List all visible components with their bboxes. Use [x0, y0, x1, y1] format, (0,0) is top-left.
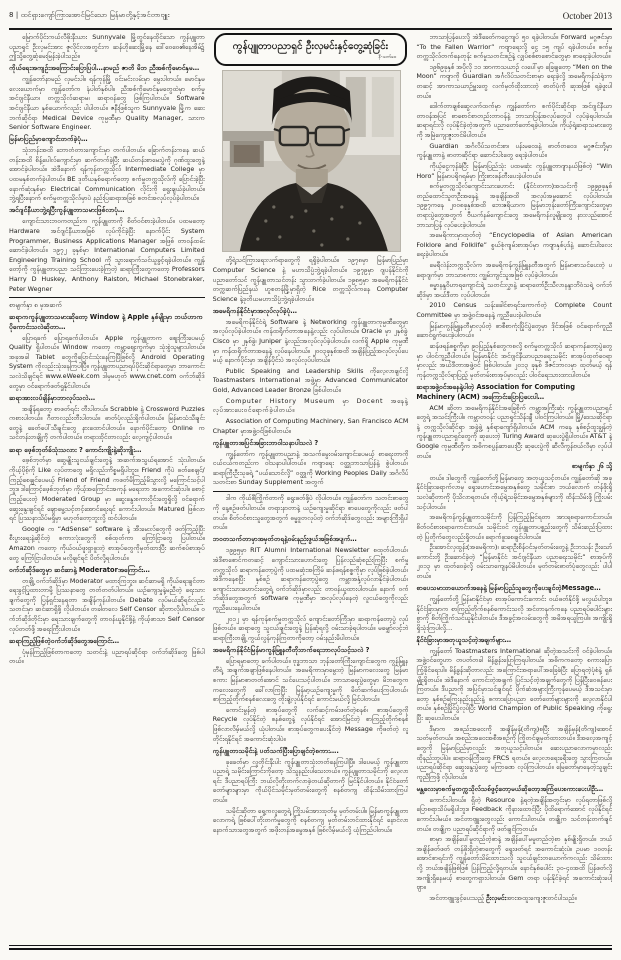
article-title: ကွန်ပျူတာပညာရှင် ဦးလှမင်းနှင့်တွေ့ဆုံခြင်း — [232, 41, 389, 52]
paragraph: 2010 Census သန်းခေါင်စာရင်းကောက်တဲ့ Complete Count Committee မှာ အဖွဲ့ဝင်အနေနဲ့ ကူညီပေးခဲ့ပါတယ်။ — [416, 301, 612, 320]
section-heading: ဆရာ ဖေ့စ်ဘုတ်ခ်သုံးသလား ? ကောင်းကျိုးနဲ့ဆိုးကျိုး… — [9, 445, 142, 454]
paragraph: ကိုယ့်ငွေကုန်ခံပြီး မြန်မာပြည်သုံး ပထမဆုံး ကွန်ပျူတာဂျာနယ်ဖြစ်တဲ့ “Win Horo” မြန်မာပရိုဂရမ်မှာ ကြိုးစားဖန်တီးပေးခဲ့ပါတယ်။ — [416, 161, 612, 180]
footer-rule — [9, 945, 612, 950]
interviewee-name: ဦးလှမင်း — [486, 893, 506, 902]
paragraph: ကျွန်တော်တို့ မြန်မာနိုင်ငံမှာ စာအုပ်ကောင်းကောင်း ဝယ်ဖတ်နိုင်ဖို့ မလွယ်ပါဘူး။ နိုင်ငံခြားမှာက စာကြည့်တိုက်စနစ်ကောင်းသလို အင်တာနက်ကနေ ပညာရပ်ပေါင်းများစွာကို စိတ်ကြိုက်သင်ယူနိုင်ပါတယ်။ ဒီအခွင့်အလမ်းတွေကို အမိအရယူကြပါ။ အကျိုးရှိရှိသုံးကြပါလို့… — [416, 594, 612, 632]
paragraph: ကျွန်တော် Toastmasters International ဆိုတဲ့အသင်းကို ဝင်ခဲ့ပါတယ်။ အဖွဲ့ဝင်တွေဟာ တပတ်တခါ မိန့်ခွန်းပြောကြရပါတယ်။ အဓိကကတော့ စကားပြောကြံ့ခိုင်ရေးပါ။ မိန့်ခွန်းဆိုတာလည်း အကြောင်းအရာပေါ်အခြေခံပြီး ပြောရတဲ့ပုံစံနဲ့ ရှစ်မျိုးရှိတယ်။ အဲဒီနောက် ကောင်းတဲ့အချက် ပြင်သင့်တဲ့အချက်တွေကို ပြန်ပြီးဝေဖန်ပေးကြတယ်။ ဒီပညာကို အပြင်မှာသင်ချင်ရင် ပိုက်ဆံအများကြီးကုန်ပေမယ့် ဒီအသင်းမှာတော့ နှစ်စဉ်ကြေးနည်းနည်းနဲ့ စကားပြောပညာ တော်တော်များများကို လေ့လာနိုင်ပါတယ်။ နှစ်စဉ်ပြိုင်ပွဲလုပ်ပြီး World Champion of Public Speaking ကိုရွေးပြီး ဆုပေးပါတယ်။ — [416, 646, 612, 723]
page-header — [9, 11, 612, 21]
portrait-photo-graphic — [223, 71, 401, 251]
section-heading: ဝက်ဘ်ဆိုဒ်တွေမှာ ဆင်ဆာနဲ့ Moderatorအကြောင်း… — [9, 565, 150, 574]
paragraph: ပုံမှန်ကြည့်ဖြစ်တာကတော့ သတင်းနဲ့ ပညာရပ်ဆိုင်ရာ ဝက်ဘ်ဆိုဒ်တွေ ဖြစ်ပါတယ်။ — [9, 647, 205, 666]
article-title-box — [214, 33, 408, 66]
middle-column-text — [213, 256, 409, 835]
section-heading: ကွန်ပျူတာသမိုင်းနဲ့ ပတ်သက်ပြီးပြောချင်တဲ့စကား…. — [212, 746, 339, 755]
paragraph: တချို့ ဝက်ဘ်ဆိုဒ်မှာ Moderator မထားကြဘူး။ ဆင်ဆာမရှိ ကိုယ်ရေးချင်တာ ရေးခွင့်ပြုထားတာမို့ ပြဿနာတွေ တတ်တတ်ပါတယ်။ ယဉ်ကျေးမှုနဲ့မညီတဲ့ ရေးသားချက်တွေကို ပြန်ရှင်းနေရတာ အချိန်ကုန်ပါတယ်။ Debate လုပ်မယ်ဆိုရင်လည်း သတင်းမှာ ဆင်ဆာရှိဖို့ လိုပါတယ်။ တခါတလေ Self Censor ဆိုတာလိုပါတယ်။ ဝက်ဘ်ဆိုဒ်တိုင်းမှာ ရေးသားချက်တွေကို တာဝန်ယူနိုင်ဖို့နဲ့ ကိုယ့်ဖာသာ Self Censor လုပ်တတ်ဖို့ အရေးကြီးပါတယ်။ — [9, 576, 205, 633]
section-heading: အမေရိကန်နိုင်ငံမှာအလုပ်လုပ်ခဲ့ပုံ… — [212, 306, 297, 315]
paragraph: မြောက်ပိုင်းကယ်လီဖိုးနီးယား Sunnyvale မြို့တွင်နေထိုင်သော ကွန်ပျူတာပညာရှင် ဦးလှမင်းအား ဇူလိုင်လအတွင်းက ဆန်ဟိုဆေးမြို့နေ ဒေါ်ဝေဝေ၏နေအိမ်၌ ဤသို့တွေ့ဆုံမေးမြန်းခဲ့ပါသည်။ — [9, 33, 205, 61]
paragraph: အမေရိကားမှာထုတ်တဲ့ “Encyclopedia of Asian American Folklore and Folklife” စွယ်စုံကျမ်းစာအုပ်မှာ ကဗျာနှစ်ပုဒ်နဲ့ ဆောင်းပါးလေး ရေးခဲ့ပါတယ်။ — [416, 231, 612, 259]
paragraph: ဓမ္မာနန္ဒဝိဟာရကျောင်းရဲ့ သတင်းလွှာနဲ့ ဆရာတော်ဦးသီလာနန္ဒာဘိဝံသရဲ့ ဝက်ဘ်ဆိုဒ်မှာ အယ်ဒီတာ လုပ်ပါတယ်။ — [416, 281, 612, 299]
paragraph: Association of Computing Machinery, San Francisco ACM Chapter မှာအဖွဲ့ဝင်ဖြစ်ပါတယ်။ — [212, 416, 409, 435]
paragraph: ဆန်ဖရန်စစ္စကိုမှာ ၉၀ပြည့်နှစ်တွေကစလို့ စက်မှုတက္ကသိုလ် ဆရာကန်တော့ပွဲတွေမှာ ပါဝင်ကူညီပါတယ်။ မြန်မာနိုင်ငံ အင်ဂျင်နီယာပညာရေးသမိုင်း စာအုပ်ထုတ်ဝေရာမှာလည်း အယ်ဒီတာအဖွဲ့ဝင် ဖြစ်ပါတယ်။ ၂၀၁၃ ခုနှစ် ဒီဇင်ဘာလမှာ ထုတ်မယ့် ရန်ကုန်တက္ကသိုလ်ရာပြည့် မှတ်တမ်းစာအုပ်မှာလည်း ပါဝင်ရေးသားထားပါတယ်။ — [416, 341, 612, 379]
paragraph: ပြောရခက် ပြောရခက်ပါတယ်။ Apple ကွန်ပျူတာက ဈေးကြီးပေမယ့် Quality ရှိပါတယ်။ Window ကတော့ ကမ္ဘာ့ဈေးကွက်မှာ သုံးစွဲသူများပါတယ်။ အခုအခါ Tablet တွေကိုပြောင်းသုံးနေကြပြီဖြစ်လို့ Android Operating System ကိုလည်းသုံးနေကြပါပြီ။ ကွန်ပျူတာပညာရပ်ပိုင်းဆိုင်ရာတွေမှာ ဘာကောင်းသလဲသိချင်ရင် www.eWeek.com ဒါမှမဟုတ် www.cnet.com ဝက်ဘ်ဆိုဒ်တွေမှာ ဝင်ရောက်ဖတ်ရှုနိုင်ပါတယ်။ — [9, 333, 205, 390]
paragraph: ကျောင်းသားဘဝကတည်းက ကွန်ပျူတာကို စိတ်ဝင်စားခဲ့ပါတယ်။ ပထမတော့ Hardware အင်ဂျင်နီယာအဖြစ် လုပ်ကိုင်ခဲ့ပြီး နောက်ပိုင်း System Programmer, Business Applications Manager အဖြစ် တာဝန်ထမ်းဆောင်ခဲ့ပါတယ်။ ၁၉၇၂ ခုနှစ်မှာ International Computers Limited Engineering Training School ကို သွားရောက်သင်ယူခွင့်ရခဲ့ပါတယ်။ ကျွန်တော့်ကို ကွန်ပျူတာပညာ သင်ကြားပေးခဲ့ကြတဲ့ ဆရာကြီးတွေကတော့ Professors Harry D Huskey, Anthony Ralston, Michael Stonebraker, Peter Wegner — [9, 217, 205, 293]
header-section-title: 8 | ထင်ရှားကျော်ကြားအောင်မြင်သော မြန်မာတို့နှင့်အင်တာဗျူး — [9, 11, 170, 19]
section-heading: အင်ဂျင်နီယာဘွဲ့ရပြီးကွန်ပျူတာသမားဖြစ်လာပုံ… — [9, 206, 125, 215]
section-heading: ဆရာကကွန်ပျူတာသမားဆိုတော့ Window နဲ့ Apple နှစ်မျိုးမှာ ဘယ်ဟာကပိုကောင်းသလဲဆိုတာ… — [9, 312, 203, 331]
section-heading: ဆရာအားလပ်ချိန်မှာဘာလုပ်သလဲ… — [9, 393, 96, 402]
paragraph: သမိုင်းဆိုတာ ရှေ့ကလူတွေရဲ့ ကြိုးပမ်းအားထုတ်မှု မှတ်တမ်းပါ။ မြန်မာကွန်ပျူတာလောကရဲ့ ဖြစ်ပေါ်တိုးတက်မှုတွေကို စနစ်တကျ မှတ်တမ်းတင်ထားနိုင်ရင် နောင်လာနောက်သားတွေအတွက် အဖိုးတန်အမွေအနှစ် ဖြစ်လိမ့်မယ်လို့ ယုံကြည်ပါတယ်။ — [212, 806, 409, 834]
section-divider — [213, 491, 409, 492]
section-heading: ဆရာကြည့်ဖြစ်တဲ့ဝက်ဘ်ဆိုဒ်တွေအကြောင်း… — [9, 636, 120, 645]
paragraph: ၁၉၉၅မှာ RIT Alumni International Newsletter စထုတ်ပါတယ်။ အဲဒီစာစောင်ကတဆင့် ကျောင်းသားဟောင်းတွေ ပြန်လည်ဆုံစည်းကြပြီး စက်မှုတက္ကသိုလ် ဆရာကန်တော့ပွဲကို ပထမဆုံးအကြိမ် ဆန်ဖရန်စစ္စကိုမှာ လုပ်ဖြစ်ခဲ့ပါတယ်။ အဲဒီကနေစပြီး နှစ်စဉ် ဆရာကန်တော့ပွဲတွေ ကမ္ဘာအနှံ့လုပ်လာနိုင်ခဲ့ပါတယ်။ ကျောင်းသားဟောင်းတွေရဲ့ ဝက်ဘ်ဆိုဒ်မှာလည်း တာဝန်ယူထားပါတယ်။ နောက် ဝက်ဘ်ဆိုဒ်တွေအတွက် software ကုမ္ပဏီမှာ အလုပ်လုပ်နေတဲ့ လူငယ်တွေကိုလည်း ကူညီပေးနေပါတယ်။ — [212, 546, 409, 612]
continued-from-note: စာမျက်နှာ ၈ မှအဆက် — [9, 300, 62, 309]
section-heading: နိုင်ငံခြားမှာအတုယူသင့်တဲ့အချက်များ… — [416, 635, 512, 644]
paragraph: Public Speaking and Leadership Skills ကိုလေ့လာချင်လို့ Toastmasters International အဖွဲ့မှာ Advanced Communicator Gold, Advanced Leader Bronze ဖြစ်ပါတယ်။ — [212, 366, 409, 395]
middle-column — [213, 33, 409, 943]
continued-to-marker: စာမျက်နှာ ၂၆ သို့ — [571, 462, 612, 471]
paragraph: ဘာသာပြန်ပေးလို့ အဲဒီခေတ်ကငွေကျပ် ၅၀ ရခဲ့ပါတယ်။ Forward မဂ္ဂဇင်းမှာ “To the Fallen Warrior” ကဗျာရေးလို့ ငွေ ၁၅ ကျပ် ရခဲ့ပါတယ်။ စက်မှုတက္ကသိုလ်တက်နေတုန်း စက်မှုသတင်းစဉ်နဲ့ လျှပ်စစ်စာစောင်တွေမှာ စာရေးခဲ့ပါတယ်။ — [416, 33, 612, 61]
paragraph: တို့ရဲ့သင်ကြားရေးလက်ရာတွေကို ရရှိခဲ့ပါတယ်။ ၁၉၇၈မှာ မြန်မာပြည်မှာ Computer Science နဲ့ မဟာသိပ္ပံဘွဲ့ရခဲ့ပါတယ်။ ၁၉၇၉မှာ ဂျပန်နိုင်ငံကို ပညာတော်သင် ကွန်ပျူတာသင်တန်း သွားတက်ခဲ့ပါတယ်။ ၁၉၈၅မှာ အမေရိကန်နိုင်ငံ တက္ကဆက်ပြည်နယ် ဟူစတန်မြို့မှာရှိတဲ့ Rice တက္ကသိုလ်ကနေ Computer Science နဲ့ဒုတိယမဟာသိပ္ပံဘွဲ့ရခဲ့ပါတယ်။ — [212, 256, 409, 303]
paragraph: ဒီမှာက အစည်းအဝေးကို အချိန်မှန်(တိကျ)စပြီး အချိန်မှန်(တိကျ)အောင် သတ်မှတ်တယ်။ အစည်းအဝေးအစီအစဉ်ကို ကြိုတင်ချမှတ်ထားတယ်။ ဒီအလေ့အကျင့်တွေကို မြန်မာပြည်မှာလည်း အတုယူသင့်ပါတယ်။ ဆေးပညာလောကမှာလည်း ထိုနည်းတူပါပဲ။ ဆရာဝန်ကြီးတွေ FRCS ရတယ်။ လေ့လာရေးခရီးတွေ သွားကြတယ်။ ပညာရပ်ဆိုင်ရာ ဆွေးနွေးပွဲတွေ မကြာခဏ လုပ်ကြပါတယ်။ မြေတော်မှာနေတဲ့သူချင်း ကူညီကြဖို့ လိုပါတယ်။ — [416, 724, 612, 781]
header-rule — [9, 28, 612, 30]
paragraph: ဖေ့စ်ဘုတ်မှာ ဆွေမျိုးသူငယ်ချင်းတွေနဲ့ အဆက်အသွယ်ရအောင် သုံးပါတယ်။ ကိုယ့်ပိုစ့်ကို Like လုပ်တာတွေ မရှိလည်းကိစ္စမရှိပါဘူး။ Friend ကိုပဲ ဖတ်စေချင်/ကြည့်စေချင်ပေမယ့် Friend of Friend ကဖတ်မိကြည့်မိသွားလို့ မကြောင်သင့်ပါဘူး။ ဒါကြောင့်ဖေ့စ်ဘုတ်မှာ ကိုယ့်အကြောင်းအကုန် မရေးတာ အကောင်းဆုံးပါ။ စောင့်ကြည့်ပေးတဲ့ Moderated Group မှာ ဆွေးနွေးစကားဝိုင်းတွေရှိလို့ ဝင်ရောက်ဆွေးနွေးချင်ရင် ချောမွေ့သင့်တင့်အောင်ရေးရင် ကောင်းပါတယ်။ Matured ဖြစ်လာရင် ပြဿနာသိပ်မရှိမှာ မဟုတ်တော့ဘူးလို့ ထင်ပါတယ်။ — [9, 456, 205, 523]
paragraph: ၁၉၆၉ခုနှစ် အပိုလို ၁၁ အာကာသယာဉ် လပေါ်မှာ ခြေချတော့ “Men on the Moon” ကဗျာကို Guardian အင်္ဂလိပ်သတင်းစာမှာ ရေးခဲ့လို့ အမေရိကန်သံရုံးကတဆင့် အာကာသယာဉ်မှူးတွေ လက်မှတ်ထိုးထားတဲ့ ဓာတ်ပုံကို ဆုအဖြစ် ရခဲ့ဖူးပါတယ်။ — [416, 62, 612, 100]
paragraph: အမေရိကန်နိုင်ငံရဲ့ Software နဲ့ Networking ကွန်ပျူတာကုမ္ပဏီတွေမှာ အလုပ်လုပ်ခဲ့ပါတယ်။ ကန်ထရိုက်တာအနေနဲ့လည်း လုပ်ပါတယ်။ Oracle မှာ ၂နှစ်ခွဲ၊ Cisco မှာ ၂နှစ်ခွဲ၊ Juniper နဲ့လည်းအလုပ်လုပ်ခဲ့ပါတယ်။ လက်ရှိ Apple ကုမ္ပဏီမှာ ကန်ထရိုက်တာအနေနဲ့ လုပ်နေပါတယ်။ ၂၀၀၃ခုနှစ်အထိ အချိန်ပြည့်အလုပ်လုပ်ပေမယ့် နောက်ပိုင်းမှာ အချိန်ပိုင်းပဲ အလုပ်လုပ်ပါတယ်။ — [212, 317, 409, 365]
left-column — [9, 33, 205, 943]
paragraph: ဒေါက်တာချစ်ဆွေလက်ထက်မှာ ကျွန်တော်က စက်ပိုင်းဆိုင်ရာ အင်ဂျင်နီယာတာဝန်အပြင် စာစောင်စာတည်းတာဝန်နဲ့ ဘာသာပြန်အလုပ်တွေပါ လုပ်ခဲ့ရပါတယ်။ ဆရာရင်းလို လုပ်နိုင်ခဲ့တဲ့အတွက် ပညာတော်တော်ရခဲ့ပါတယ်။ ကိုယ့်ရဲ့ဆရာသမားတွေကို အမြဲကျေးဇူးတင်မိပါတယ်။ — [416, 102, 612, 140]
paragraph: ပြောရမှာတော့ ခက်ပါတယ်။ ဗုဒ္ဓဘာသာ ဘုန်းတော်ကြီးကျောင်းတွေက ကွန်မြူနတီရဲ့ အချက်အချာဖြစ်နေပါတယ်။ အမေရိကားမှာမွေးတဲ့ မြန်မာကလေးတွေ မြန်မာစကား မြန်မာစာတတ်အောင် သင်ပေးသင့်ပါတယ်။ ဘာသာရေးပွဲတွေမှာ မိဘတွေက ကလေးတွေကို ခေါ်လာကြပြီး မြန်မာ့ယဉ်ကျေးမှုကို မိတ်ဆက်ပေးကြပါတယ်။ စာကြည့်တိုက်စနစ်လေးတွေ တိုးချဲ့လုပ်နိုင်ရင် ကောင်းမယ်လို့ မြင်ပါတယ်။ — [212, 656, 409, 704]
paragraph: စာမှာ အချိန်ပေါ်မူတည်တဲ့စာနဲ့ အချိန်ပေါ်မမူတည်တဲ့စာ နှစ်မျိုးရှိတယ်။ ဘယ်အချိန်ဖတ်ဖတ် တန်ဖိုးရှိတဲ့စာတွေကို ရွေးဖတ်ရင် အကောင်းဆုံးပဲ။ ဥပမာ ၁၀တန်းအောင်စာရင်းကို ကျွန်တော်သိမ်းထားသလို သူငယ်ချင်းတယောက်ကလည်း သိမ်းထားလို့ ဘယ်အချိန်ဖြစ်ဖြစ် ပြန်ကြည့်လို့ရတယ်။ နောင်နှစ်ပေါင်း ၃၀-၄၀အထိ ပြန်ဖတ်လို့ အကျိုးရှိနေမယ့် စာတွေကရှားပါတယ်။ Gem တရာ ပန်းနိုင်ခဲ့ရင် အကောင်းဆုံးပေါ့ဗျာ။ — [416, 835, 612, 892]
article-byline: နီ-သက်ဝေ — [378, 54, 397, 60]
section-heading: ကွန်ပျူတာအပြင်အခြားဘာဝါသနာပါသလဲ ? — [212, 438, 319, 447]
page-content — [9, 33, 612, 943]
closing-credit: အင်တာဗျူးခွင့်ပေးသည့် ဦးလှမင်းအားအထူးကျေးဇူးတင်ပါသည်။ — [429, 893, 577, 902]
paragraph: ဒါက ကိုယ်စီကြိုက်တာကို ရွေးဖတ်ဖို့ပဲ လိုပါတယ်။ ကျွန်တော်က သတင်းစာတွေကို နေ့စဉ်ဖတ်ပါတယ်။ တရားနာတာနဲ့ ယဉ်ကျေးမှုဆိုင်ရာ စာပေတွေကိုလည်း ဖတ်ပါတယ်။ စိတ်ဝင်စားသူတွေအတွက် ဓမ္မဒူတလုပ်တဲ့ ဝက်ဘ်ဆိုဒ်တွေလည်း အများကြီးရှိပါတယ်။ — [212, 494, 409, 532]
section-divider — [9, 297, 205, 298]
right-column — [416, 33, 612, 943]
section-heading: မန္တလေးမှာစက်မှုတက္ကသိုလ်သစ်ဖွင့်တော့မယ်ဆိုတော့အကြံပေးစကားပေးပါဦး… — [416, 784, 604, 793]
paragraph: Guardian အင်္ဂလိပ်သတင်းစာ၊ ပန်းမဝေဒနဲ့ ဓာတ်တဝေဒ မဂ္ဂဇင်းတို့မှာ ကွန်ပျူတာနဲ့ ဓာတာဆိုင်ရာ ဆောင်းပါးတွေ ရေးခဲ့ပါတယ်။ — [416, 141, 612, 160]
paragraph: အမေရိကန်ကွန်ပျူတာသမိုင်းကို ပြန်ကြည့်မြင်ရတာ အားရစရာကောင်းတယ်။ စိတ်ဝင်စားစရာကောင်းတယ်။ သမိုင်းဝင် ကွန်ပျူတာပစ္စည်းတွေကို သိမ်းဆည်းပြထားတဲ့ ပြတိုက်တွေလည်းရှိတယ်။ ရောက်ဖူးစေချင်ပါတယ်။ — [416, 513, 612, 541]
paragraph: Computer History Museum မှာ Docent အနေနဲ့ လုပ်အားပေးဝင်ရောက်ခဲ့ပါတယ်။ — [212, 396, 409, 415]
paragraph: ဦးအောင်လှထွန်း(အမေရိကာ)၊ ဆရာဦးစိန်ဝင်းမှတ်တမ်းတွေနဲ့ ဦးဘသန်း ဦးသော်ကောင်းတို့ ဦးဆောင်ခဲ့တဲ့ “မြန်မာနိုင်ငံ အင်ဂျင်နီယာ ပညာရေးသမိုင်း” စာအုပ်ကို ၂၀၁၃ မှာ ထုတ်ဝေခဲ့လို့ ဝမ်းသာကျေနပ်မိပါတယ်။ မှတ်တမ်းဓာတ်ပုံတွေလည်း ပါပါတယ်။ — [416, 543, 612, 580]
section-heading: ဘဝတသက်တာမှာအမှတ်တရနဲ့ဝမ်းနည်းဖွယ်အဖြစ်အပျက်… — [212, 535, 357, 544]
section-heading: ကိုယ်ရေးအကျဉ်းအကြောင်းပြောပြပါ…နာမည် ဇာတိ မိဘ ညီအစ်ကိုမောင်နှမ… — [9, 64, 200, 73]
paragraph: ကောင်းပါတယ်။ ရှိတဲ့ Resource နဲ့ရတဲ့အချိန်အတွင်းမှာ လုပ်ရတာဖြစ်လို့ ပြောစရာသိပ်မရှိပါဘူး။ Feedback ကိုနားထောင်ပြီး ပိုထိရောက်အောင် လုပ်နိုင်ရင် ကောင်းပါမယ်။ အင်တာဗျူးတွေလည်း ကောင်းပါတယ်။ တချို့က သင်တန်းတက်ချင်တယ်။ တချို့က ပညာရပ်ဆိုင်ရာကို ဖတ်ချင်ကြတယ်။ — [416, 795, 612, 833]
paragraph: မြန်မာကွန်မြူနတီမှာလုပ်တဲ့ စာစီစာကုံးပြိုင်ပွဲတွေမှာ ဒိုင်အဖြစ် ဝင်ရောက်ကူညီ ဆောင်ရွက်ပေးခဲ့ပါတယ်။ — [416, 321, 612, 340]
section-heading: စာပေသမားတယောက်အနေနဲ့ မြန်မာပြည်သူတွေကိုပေးချင်တဲ့Message… — [416, 584, 601, 593]
paragraph: မေရီလဲန်းတက္ကသိုလ်က အမေရိကန်ကွန်မြူနတီအတွက် မြန်မာစာသင်ပေးတဲ့ ပရောဂျက်မှာ ဘာသာစကား ကျွမ်းကျင်သူအဖြစ် လုပ်ခဲ့ပါတယ်။ — [416, 261, 612, 279]
paragraph: ကျွန်တော်က ကွန်ပျူတာပညာနဲ့ အသက်မွေးဝမ်းကျောင်းပေမယ့် စာရေးတာကို ငယ်ငယ်ကတည်းက ဝါသနာပါပါတယ်။ ကဗျာရေး ဝတ္ထုဘာသာပြန်နဲ့ စွဲပါတယ်။ ဆရာကြီးဦးသုခရဲ့ “ပယ်သောင်လို့” ဝတ္ထုကို Working Peoples Daily အင်္ဂလိပ်သတင်းစာ Sunday Supplement အတွက် — [212, 449, 409, 487]
paragraph: တယ်။ ဒါတွေကို ကျွန်တော်တို့မြန်မာတွေ အတုယူသင့်တယ်။ ကျွန်တော်ဆို အခု နိုင်ငံခြားရောက်လာမှ ရှေးဟောင်းအမွေအနှစ်တွေ သမိုင်းစာ ဘယ်လောက် တန်ဖိုးရှိသလဲဆိုတာကို ပိုသိလာရတယ်။ ကိုယ့်ရဲ့သမိုင်းအမွေအနှစ်များကို ထိန်းသိမ်းဖို့ ကြိုးပမ်းသင့်ပါတယ်။ — [416, 473, 612, 511]
header-issue-date: October 2013 — [562, 11, 612, 21]
section-heading: အမေရိကန်နိုင်ငံမြန်မာကွန်မြူနတီတိုးတက်ရေးဘာလုပ်သင့်သလဲ ? — [212, 645, 370, 654]
paragraph: ၂၀၁၂ မှာ ရန်ကုန်စက်မှုတက္ကသိုလ် ကျောင်းတော်ကြီးမှာ ဆရာကန်တော့ပွဲ လုပ်ဖြစ်တယ်။ ဆရာတွေ သူငယ်ချင်းတွေနဲ့ ပြန်ဆုံရလို့ ဝမ်းသာခဲ့ရပါတယ်။ မမျှော်လင့်ဘဲ ဆရာကြီးတချို့ ကွယ်လွန်ကုန်ကြတာကိုတော့ ဝမ်းနည်းမိပါတယ်။ — [212, 614, 409, 642]
paragraph: အချိန်ရတော့ စာဖတ်ရင်း တီးပါတယ်။ Scrabble နဲ့ Crossword Puzzles ကစားပါတယ်။ ဂီတာလည်းတီးပါတယ်။ ဓာတ်ပုံလည်းရိုက်ပါတယ်။ မြန်မာသံသီချင်းတွေနဲ့ ခေတ်ပေါ်သီချင်းတွေ နားထောင်ပါတယ်။ နောက်ပိုင်းတော့ Online က သင်တန်းတချို့ကို တက်ပါတယ်။ တရားထိုင်တာလည်း လေ့ကျင့်ပါတယ်။ — [9, 404, 205, 442]
paragraph: Google က “AdSense” software နဲ့ အီးမေးလ်တွေကို ဖတ်ကြည့်ပြီး စီးပွားရေးနဲ့ဆိုင်တဲ့ စကားလုံးတွေကို စစ်ထုတ်ကာ ကြော်ငြာတွေ ပြပါတယ်။ Amazon ကတော့ ကိုယ်ဝယ်ဖူးရှာဖူးတဲ့ စာအုပ်တွေကိုမှတ်ထားပြီး ဆက်စပ်စာအုပ်တွေ ကြော်ငြာပါတယ်။ မလိုချင်ရင် ပိတ်လို့ရပါတယ်။ — [9, 524, 205, 562]
portrait-photo — [222, 70, 402, 252]
paragraph: ခုခေတ်မှာ လူတိုင်းနီးပါး ကွန်ပျူတာသုံးတတ်နေကြပါပြီ။ ဒါပေမယ့် ကွန်ပျူတာပညာရဲ့ သမိုင်းကြောင်းကိုတော့ သိသူနည်းပါသေးတယ်။ ကွန်ပျူတာသမိုင်းကို လေ့လာရင်း ဒီပညာရပ်ကြီး ဘယ်လိုတိုးတက်လာခဲ့တယ်ဆိုတာကို မြင်နိုင်ပါတယ်။ နိုင်ငံတော်တော်များများမှာ ကိုယ်ပိုင်သမိုင်းမှတ်တမ်းတွေကို စနစ်တကျ ထိန်းသိမ်းထားကြပါတယ်။ — [212, 757, 409, 805]
section-heading: ဆရာအဖွဲ့ဝင်အနေနဲ့ပါတဲ့ Association for Computing Machinery (ACM) အကြောင်းပြောပြပေးပါ… — [416, 382, 575, 401]
paragraph: စက်မှုတက္ကသိုလ်ကျောင်းသားဟောင်း (နိုင်ငံတကာ)အသင်းကို ၁၉၉၉ခုနှစ် တည်ထောင်သူတဦးအနေနဲ့ အခုချိန်အထိ အလုပ်အမှုဆောင် လုပ်ပါတယ်။ ၁၉၉၇ကနေ ၂၀၀၈ခုနှစ်အထိ ဘေးဧရိယာက မြန်မာဘုန်းတော်ကြီးကျောင်းတွေမှာ တရားပွဲတွေအတွက် ဗီယက်နမ်ကျောင်းတွေ အမေရိကန်လူမျိုးတွေ နားလည်အောင် ဘာသာပြန် လုပ်ပေးခဲ့ပါတယ်။ — [416, 182, 612, 229]
paragraph: ကျွန်တော်နာမည် လှမင်းပါ။ ရန်ကုန်မြို့ ဝင်းမင်းလမ်းမှာ မွေးပါတယ်။ မောင်နှမလေးယောက်မှာ ကျွန်တော်က နံပါတ်နှစ်ပါ။ ညီအစ်ကိုမောင်နှမတွေထဲမှာ စက်မှုအင်ဂျင်နီယာ၊ တက္ကသိုလ်ဆရာမ၊ ဆရာဝန်တွေ ဖြစ်ကြပါတယ်။ Software အင်ဂျင်နီယာ နှစ်ယောက်လည်း ပါပါတယ်။ ဇနီးဖြစ်သူက Sunnyvale မြို့က ဆေးဘက်ဆိုင်ရာ Medical Device ကုမ္ပဏီမှာ Quality Manager, သားက Senior Software Engineer. — [9, 75, 205, 132]
paragraph: ကောင်းမွန်တဲ့ စာအုပ်တွေကို လက်ဆင့်ကမ်းဖတ်တဲ့စနစ်၊ စာအုပ်တွေကို Recycle လုပ်နိုင်တဲ့ စနစ်တွေနဲ့ လုပ်နိုင်ရင် အောင်မြင်တဲ့ စာကြည့်တိုက်စနစ် ဖြစ်လာလိမ့်မယ်လို့ ယုံပါတယ်။ စာအုပ်တွေကပေးနိုင်တဲ့ Message ကိုဖတ်တဲ့ လူတိုင်းရနိုင်ရင် အကောင်းဆုံးပါပဲ။ — [212, 705, 409, 743]
paragraph: သုံးတန်းအထိ ဘောတံတားကျောင်းမှာ တက်ပါတယ်။ ခြောက်တန်းကနေ ဆယ်တန်းအထိ စိန့်ပေါလ်ကျောင်းမှာ ဆက်တက်ခဲ့ပြီး ဆယ်တန်းစာမေးပွဲကို ဂုဏ်ထူးတွေနဲ့ အောင်ခဲ့ပါတယ်။ အဲဒီနောက် ရန်ကုန်တက္ကသိုလ် Intermediate College မှာ ပထမနှစ်တက်ခဲ့ပါတယ်။ BE ဒုတိယနှစ်ရောက်တော့ စက်မှုတက္ကသိုလ်ကို ပြောင်းခဲ့ပြီး နောက်ဆုံးနှစ်မှာ Electrical Communication လိုင်းကို ရွေးချယ်ခဲ့ပါတယ်။ ဘွဲ့ရပြီးနောက် စက်မှုတက္ကသိုလ်မှာပဲ နည်းပြဆရာအဖြစ် စတင်အလုပ်လုပ်ခဲ့ပါတယ်။ — [9, 146, 205, 203]
section-heading: မြန်မာပြည်မှာကျောင်းတက်ခဲ့ပုံ… — [9, 135, 88, 144]
paragraph: ACM ဆိုတာ အမေရိကန်နိုင်ငံအခြေစိုက် ကမ္ဘာ့အကြီးဆုံး ကွန်ပျူတာပညာရှင်တွေရဲ့ အသင်းကြီးပါ။ ကမ္ဘာတဝန်း ပညာရှင်သိန်းချီ ပါဝင်ကြပါတယ်။ မြို့/ဒေသဆိုင်ရာနဲ့ တက္ကသိုလ်ဆိုင်ရာ အခွဲဖွဲ့ နှစ်ရာကျော်ရှိပါတယ်။ ACM ကနေ နှစ်စဉ်ထူးချွန်တဲ့ ကွန်ပျူတာပညာရှင်တွေကို ဆုပေးတဲ့ Turing Award ဆုပေးပွဲရှိပါတယ်။ AT&T နဲ့ Google ကုမ္ပဏီတို့က အဓိကစပွန်ဆာပေးပြီး ဆုပေးပွဲကို ဆီလီကွန်ဗယ်လီမှာ လုပ်ပါတယ်။ — [416, 403, 612, 460]
